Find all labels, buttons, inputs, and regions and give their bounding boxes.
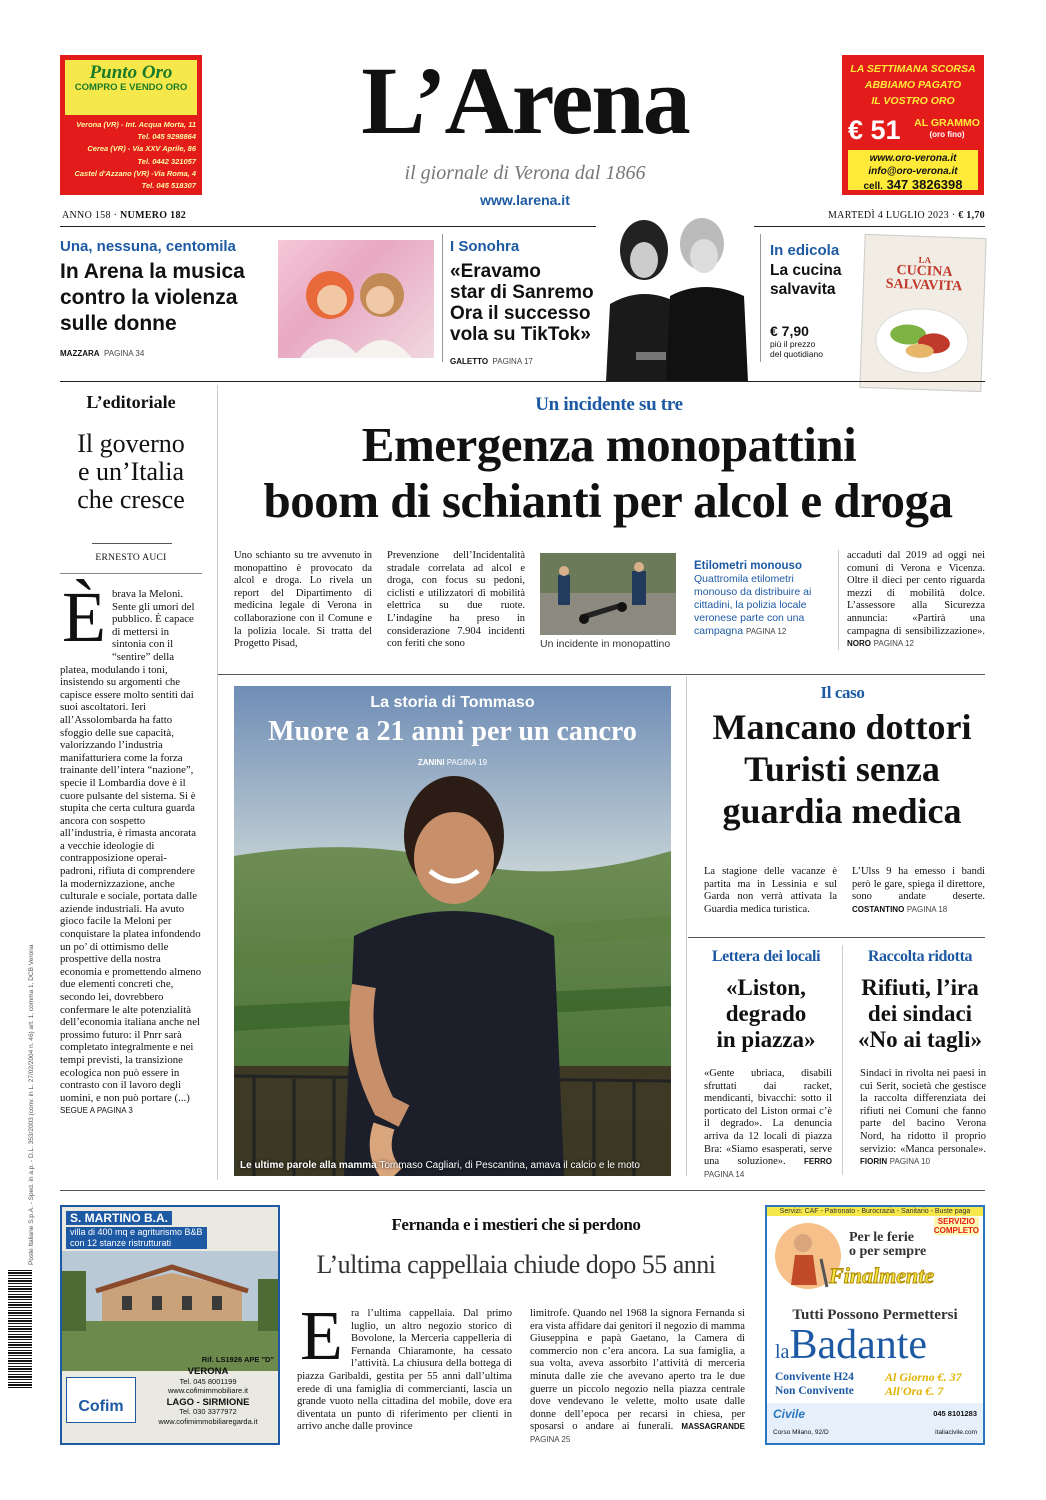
ad-cofim-brand: Cofim — [66, 1377, 136, 1423]
main-headline-1[interactable]: Emergenza monopattini — [361, 417, 857, 472]
ad-oro-contacts: www.oro-verona.it info@oro-verona.it cell. 347 3826398 — [848, 150, 978, 190]
teaser-headline: In Arena la musica contro la violenza sulle donne — [60, 260, 245, 335]
ad-badante-tutti: Tutti Possono Permettersi — [792, 1307, 958, 1323]
teaser-arena[interactable]: Una, nessuna, centomila In Arena la musica contro la violenza sulle donne MAZZARA PAGINA 34 — [60, 238, 270, 361]
caso-col-2: L’Ulss 9 ha emesso i bandi però le gare, spiega il direttore, sono andate deserte. COSTANTINO PAGINA 18 — [852, 866, 985, 914]
ad-badante-badge: SERVIZIO COMPLETO — [933, 1217, 979, 1235]
caso-kicker: Il caso — [820, 683, 865, 702]
book-cover: LA CUCINA SALVAVITA — [859, 234, 986, 392]
teaser-sonohra[interactable]: I Sonohra «Eravamo star di Sanremo Ora il successo vola su TikTok» GALETTO PAGINA 17 — [450, 238, 600, 369]
ad-cofim-ref: Rif. LS1926 APE "D" — [201, 1355, 274, 1364]
ad-oro-gram: AL GRAMMO (oro fino) — [914, 117, 980, 139]
teaser-photo-women — [278, 240, 434, 358]
ad-punto-logo: Punto Oro — [89, 62, 173, 83]
masthead-tagline: il giornale di Verona dal 1866 — [404, 162, 646, 184]
teaser-headline: «Eravamo star di Sanremo Ora il successo vola su TikTok» — [450, 261, 594, 345]
main-col-1: Uno schianto su tre avvenuto in monopattino è provocato da alcol e droga. Lo rivela un report del Dipartimento di medicina legale di Verona in collaborazione con il Comune e la polizia locale. Si tratta del Progetto Pisad, — [234, 550, 372, 650]
ad-badante[interactable] — [765, 1205, 985, 1445]
editorial-dropcap: È — [62, 577, 106, 657]
main-kicker: Un incidente su tre — [535, 394, 683, 415]
teaser-photo-sonohra — [596, 204, 754, 382]
lettera-kicker: Lettera dei locali — [711, 948, 821, 965]
teaser-cucina[interactable] — [770, 242, 860, 359]
editorial-headline[interactable]: Il governo e un’Italia che cresce — [77, 429, 185, 514]
issue-info: ANNO 158 · NUMERO 182 — [62, 210, 187, 221]
hero-caption: Le ultime parole alla mamma Tommaso Cagliari, di Pescantina, amava il calcio e le moto — [240, 1160, 640, 1171]
editorial-body: brava la Meloni. Sente gli umori del pubblico. È capace di mettersi in sintonia con il “sentire” della platea, modulando i toni, insistendo su argomenti che capisce essere molto sentiti dai suoi ascoltatori. Ieri all’Assolombarda ha fatto sfoggio delle sue capacità, valorizzando l’industria manifatturiera come la forza trainante dell’intera “nazione”, specie il Lombardia dove è il cuore pulsante del sistema. Si è stupita che certa cultura guarda ancora con sospetto all’industria, è rimasta ancorata a vecchie ideologie di contrapposizione operai-padroni, rifiuta di comprendere la modernizzazione, anche culturale e sociale, portata dalle aziende industriali. Ha avuto gioco facile la Meloni per conquistare la platea infondendo un po’ di ottimismo delle prospettive della nostra economia e promettendo almeno due elementi concreti che, secondo lei, dovrebbero confermare le alte potenzialità dell’economia italiana anche nel prossimo futuro: il Pnrr sarà completato integralmente e nei tempi previsti, la transizione ecologica non può essere in contrasto con il lavoro degli uomini, e non può portare (...) SEGUE A PAGINA 3 — [60, 588, 202, 1116]
ad-cofim-title: S. MARTINO B.A. — [66, 1211, 172, 1225]
bottom-col-2: limitrofe. Quando nel 1968 la signora Fernanda si era vista affidare dai genitori il negozio di mamma Giuseppina e papà Gaetano, la Camera di commercio non c’era ancora. La sua famiglia, a sua volta, aveva assorbito l’attività di merceria minuta dalle zie che avevano aperto tra le due guerre un piccolo negozio nella piazza centrale dove vendevano le velette, molto usate dalle donne dell’epoca per recarsi in chiesa, per sposarsi o andare ai funerali. MASSAGRANDE PAGINA 25 — [530, 1308, 745, 1444]
bottom-headline[interactable]: L’ultima cappellaia chiude dopo 55 anni — [316, 1250, 716, 1279]
teaser-price-note: più il prezzo del quotidiano — [770, 339, 823, 359]
ad-cofim[interactable] — [60, 1205, 280, 1445]
raccolta-body: Sindaci in rivolta nei paesi in cui Serit, società che gestisce la raccolta differenziata dei rifiuti nei Comuni che fanno parte del bacino Verona Nord, ha ridotto il proprio servizio: «Manca personale». FIORIN PAGINA 10 — [860, 1068, 986, 1167]
ad-badante-ferie: Per le ferie o per sempre — [849, 1230, 927, 1259]
raccolta-kicker: Raccolta ridotta — [867, 948, 973, 965]
postal-info: Poste Italiane S.p.A. - Sped. in a.p. - D.L. 353/2003 (conv. in L. 27/02/2004 n. 46) art. 1, comma 1, DCB Verona — [28, 944, 35, 1265]
issue-date: MARTEDÌ 4 LUGLIO 2023 · € 1,70 — [827, 210, 985, 221]
ad-cofim-desc: villa di 400 mq e agriturismo B&B con 12 stanze ristrutturati — [66, 1227, 207, 1249]
ad-badante-prices: Al Giorno €. 37 All'Ora €. 7 — [885, 1370, 962, 1398]
teaser-kicker: In edicola — [770, 242, 840, 259]
main-headline-2[interactable]: boom di schianti per alcol e droga — [263, 473, 953, 528]
bottom-dropcap: E — [300, 1298, 343, 1375]
caso-headline[interactable]: Mancano dottori Turisti senza guardia medica — [712, 707, 972, 831]
ad-oro-headline: LA SETTIMANA SCORSA ABBIAMO PAGATO IL VOSTRO ORO — [850, 63, 976, 107]
ad-badante-finalmente: Finalmente — [829, 1263, 935, 1288]
editorial-label: L’editoriale — [86, 392, 176, 412]
ad-punto-addresses: Verona (VR) - Int. Acqua Morta, 11 Tel. 045 9298864 Cerea (VR) - Via XXV Aprile, 86 Tel. 0442 321057 Castel d'Azzano (VR) -Via Roma, 4 Tel. 045 518307 — [74, 120, 196, 191]
teaser-kicker: I Sonohra — [450, 238, 520, 255]
main-photo-scooter — [540, 553, 676, 635]
ad-oro-price: € 51 — [848, 115, 901, 145]
main-col-4: accaduti dal 2019 ad oggi nei comuni di Verona e Vicenza. Oltre il dieci per cento riguarda mezzi di mobilità dolce. L’assessore alla Sicurezza annuncia: «Partirà una campagna di sensibilizzazione». NORO PAGINA 12 — [847, 550, 985, 649]
masthead-url[interactable]: www.larena.it — [480, 192, 570, 208]
ad-badante-footer: Civile Corso Milano, 92/D 045 8101283 italiacivile.com — [767, 1403, 983, 1443]
barcode — [8, 1270, 32, 1388]
hero-byline: ZANINI PAGINA 19 — [417, 758, 488, 767]
hero-headline[interactable]: Muore a 21 anni per un cancro — [268, 716, 637, 747]
ad-cofim-contacts: VERONA Tel. 045 8001199 www.cofimimmobiliare.it LAGO - SIRMIONE Tel. 030 3377972 www.cofimimmobiliaregarda.it — [158, 1366, 258, 1426]
ad-badante-conv: Convivente H24 Non Convivente — [775, 1371, 854, 1397]
masthead-logo: L’Arena — [361, 47, 689, 154]
raccolta-headline[interactable]: Rifiuti, l’ira dei sindaci «No ai tagli» — [858, 975, 982, 1052]
teaser-headline: La cucina salvavita — [770, 262, 842, 298]
ad-badante-title: laBadante — [775, 1322, 928, 1368]
bottom-kicker: Fernanda e i mestieri che si perdono — [391, 1215, 641, 1234]
lettera-body: «Gente ubriaca, disabili sfruttati dai racket, mendicanti, bivacchi: sotto il porticato del Liston ormai c’è il degrado». La denuncia arriva da 12 locali di piazza Bra: «Siamo esasperati, serve una soluzione». FERRO PAGINA 14 — [704, 1068, 832, 1179]
teaser-kicker: Una, nessuna, centomila — [60, 238, 236, 255]
teaser-price: € 7,90 — [770, 323, 809, 339]
main-side-box[interactable]: Etilometri monouso Quattromila etilometri monouso da distribuire ai cittadini, la polizia locale veronese parte con una campagna PAGINA 12 — [694, 560, 812, 637]
ad-oro-verona[interactable] — [842, 55, 984, 195]
editorial-author: ERNESTO AUCI — [95, 553, 167, 563]
caso-col-1: La stagione delle vacanze è partita ma in Lessinia e sul Garda non verrà attivata la Guardia medica turistica. — [704, 866, 837, 915]
ad-badante-services: Servizi: CAF - Patronato - Burocrazia - Sanitario - Buste paga — [767, 1207, 983, 1216]
lettera-headline[interactable]: «Liston, degrado in piazza» — [716, 975, 816, 1052]
hero-kicker: La storia di Tommaso — [370, 694, 535, 711]
main-col-2: Prevenzione dell’Incidentalità stradale correlata ad alcol e droga, con focus su pedoni, ciclisti e utilizzatori di mobilità elettrica su due ruote. L’indagine ha preso in considerazione 7.904 incidenti con feriti che sono — [387, 550, 525, 650]
main-photo-caption: Un incidente in monopattino — [540, 638, 671, 650]
bottom-col-1: ra l’ultima cappellaia. Dal primo luglio, un altro negozio storico di Bovolone, la Merceria cappelleria di Fernanda Chiaramonte, ha cessato l’attività. La chiusura della bottega di piazza Garibaldi, gestita per 55 anni dall’ultima erede di una famiglia di commercianti, lascia un grande vuoto nella cittadina del mobile, dove era diventata un punto di riferimento per clienti in arrivo anche dalle province — [297, 1308, 512, 1433]
ad-punto-oro[interactable] — [60, 55, 202, 195]
ad-punto-sub: COMPRO E VENDO ORO — [74, 82, 188, 93]
